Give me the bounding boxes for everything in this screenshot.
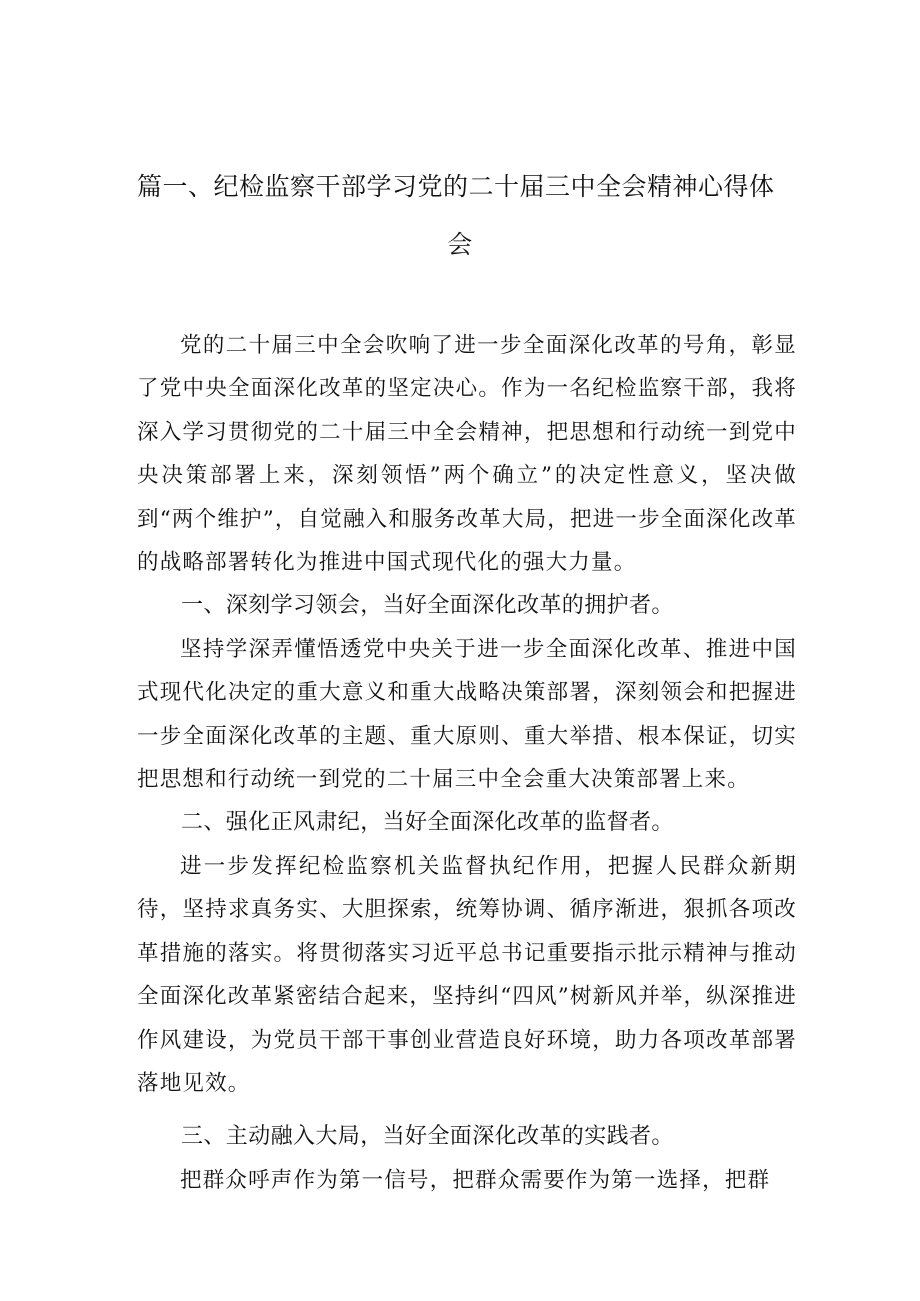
section-2-heading: 二、强化正风肃纪，当好全面深化改革的监督者。 [181,810,674,836]
document-title-line-1: 篇一、纪检监察干部学习党的二十届三中全会精神心得体 [137,172,775,201]
document-body [137,324,797,1202]
section-3-heading: 三、主动融入大局，当好全面深化改革的实践者。 [181,1124,674,1150]
section-1-heading: 一、深刻学习领会，当好全面深化改革的拥护者。 [181,593,674,619]
section-1-paragraph: 坚持学深弄懂悟透党中央关于进一步全面深化改革、推进中国式现代化决定的重大意义和重大战略决策部署，深刻领会和把握进一步全面深化改革的主题、重大原则、重大举措、根本保证，切实把思想和行动统一到党的二十届三中全会重大决策部署上来。 [137,636,797,793]
intro-paragraph: 党的二十届三中全会吹响了进一步全面深化改革的号角，彰显了党中央全面深化改革的坚定决心。作为一名纪检监察干部，我将深入学习贯彻党的二十届三中全会精神，把思想和行动统一到党中央决策部署上来，深刻领悟”两个确立”的决定性意义，坚决做到“两个维护”，自觉融入和服务改革大局，把进一步全面深化改革的战略部署转化为推进中国式现代化的强大力量。 [137,333,797,576]
document-title-line-2: 会 [447,230,473,259]
section-2-paragraph: 进一步发挥纪检监察机关监督执纪作用，把握人民群众新期待，坚持求真务实、大胆探索，统筹协调、循序渐进，狠抓各项改革措施的落实。将贯彻落实习近平总书记重要指示批示精神与推动全面深化改革紧密结合起来，坚持纠“四风”树新风并举，纵深推进作风建设，为党员干部干事创业营造良好环境，助力各项改革部署落地见效。 [137,853,797,1096]
section-3-paragraph: 把群众呼声作为第一信号，把群众需要作为第一选择，把群 [180,1167,771,1193]
